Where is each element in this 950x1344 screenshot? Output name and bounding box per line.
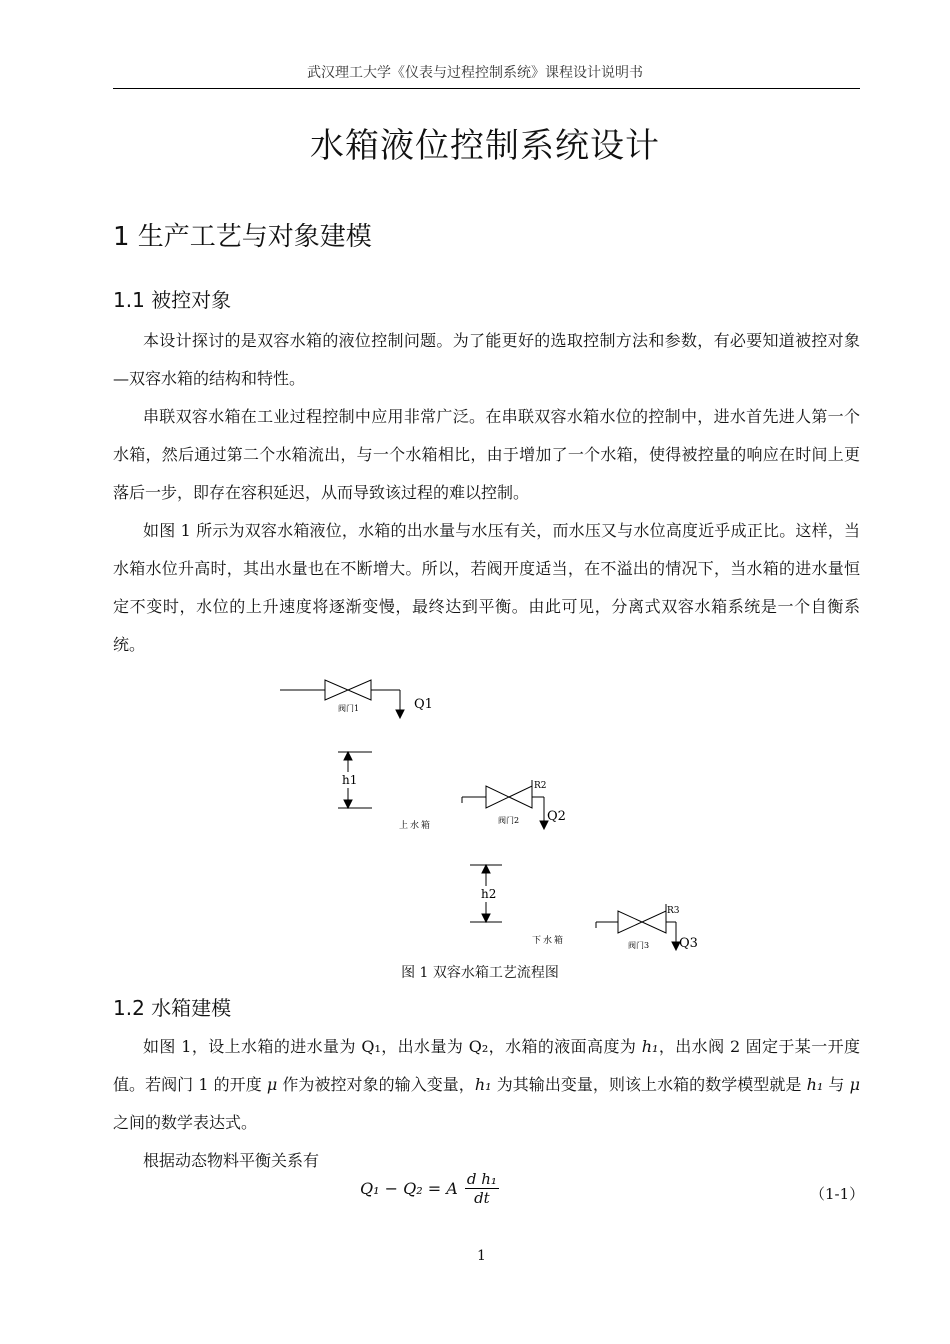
p4-text-a: 如图 1，设上水箱的进水量为 Q₁，出水量为 Q₂，水箱的液面高度为 <box>143 1037 642 1056</box>
valve-1-left-triangle <box>325 680 348 700</box>
equation-denominator: dt <box>474 1189 490 1207</box>
h2-arrow-up-icon <box>482 865 490 873</box>
p4-text-i: 与 <box>823 1075 850 1094</box>
r2-label: R2 <box>534 781 547 791</box>
valve-2-left-triangle <box>486 786 509 808</box>
upper-tank-label: 上水箱 <box>399 821 433 831</box>
h2-label: h2 <box>481 887 497 901</box>
q2-label: Q2 <box>547 809 566 824</box>
h1-symbol: h₁ <box>474 1075 492 1094</box>
valve-2-right-triangle <box>509 786 532 808</box>
paragraph-1: 本设计探讨的是双容水箱的液位控制问题。为了能更好的选取控制方法和参数，有必要知道被控对象—双容水箱的结构和特性。 <box>113 331 860 388</box>
q3-label: Q3 <box>679 936 698 951</box>
paragraph-3: 如图 1 所示为双容水箱液位，水箱的出水量与水压有关，而水压又与水位高度近乎成正比。这样，当水箱水位升高时，其出水量也在不断增大。所以，若阀开度适当，在不溢出的情况下，当水箱的进水量恒定不变时，水位的上升速度将逐渐变慢，最终达到平衡。由此可见，分离式双容水箱系统是一个自衡系统。 <box>113 521 860 654</box>
page-number: 1 <box>477 1248 486 1264</box>
equation-fraction <box>465 1170 499 1207</box>
paragraph-4 <box>113 1028 860 1142</box>
valve-1-right-triangle <box>348 680 371 700</box>
h1-symbol: h₁ <box>806 1075 824 1094</box>
section-1-heading: 1 生产工艺与对象建模 <box>113 222 372 252</box>
q1-arrow-icon <box>396 710 404 718</box>
valve-1-label: 阀门1 <box>338 704 360 713</box>
equation-lhs: Q₁ − Q₂ = A <box>360 1179 458 1198</box>
paragraph-5: 根据动态物料平衡关系有 <box>143 1151 320 1170</box>
h1-label: h1 <box>342 773 358 787</box>
mu-symbol: μ <box>266 1075 278 1094</box>
h2-arrow-down-icon <box>482 914 490 922</box>
paragraph-2: 串联双容水箱在工业过程控制中应用非常广泛。在串联双容水箱水位的控制中，进水首先进人第一个水箱，然后通过第二个水箱流出，与一个水箱相比，由于增加了一个水箱，使得被控量的响应在时间上更落后一步，即存在容积延迟，从而导致该过程的难以控制。 <box>113 407 860 502</box>
r3-label: R3 <box>667 906 680 916</box>
page-header: 武汉理工大学《仪表与过程控制系统》课程设计说明书 <box>307 65 643 81</box>
p4-text-k: 之间的数学表达式。 <box>113 1113 258 1132</box>
section-1-1-heading: 1.1 被控对象 <box>113 288 232 312</box>
valve-3-left-triangle <box>618 911 642 933</box>
valve-3-right-triangle <box>642 911 666 933</box>
h1-arrow-up-icon <box>344 752 352 760</box>
valve-2-label: 阀门2 <box>498 816 520 825</box>
lower-tank-label: 下水箱 <box>532 936 566 946</box>
figure-caption: 图 1 双容水箱工艺流程图 <box>401 965 559 981</box>
h1-symbol: h₁ <box>641 1037 659 1056</box>
p4-text-g: 为其输出变量，则该上水箱的数学模型就是 <box>491 1075 807 1094</box>
equation-1-1 <box>360 1170 499 1207</box>
valve-3-label: 阀门3 <box>628 941 650 950</box>
document-title: 水箱液位控制系统设计 <box>310 126 660 166</box>
mu-symbol: μ <box>849 1075 860 1094</box>
p4-text-c: ，出水阀 2 固定于某一开度值。若阀门 1 的开度 <box>113 1037 861 1094</box>
q1-label: Q1 <box>414 697 433 712</box>
equation-number: （1-1） <box>810 1185 865 1203</box>
p4-text-e: 作为被控对象的输入变量， <box>277 1075 475 1094</box>
equation-numerator: d h₁ <box>466 1170 497 1188</box>
section-1-2-heading: 1.2 水箱建模 <box>113 996 232 1020</box>
h1-arrow-down-icon <box>344 800 352 808</box>
